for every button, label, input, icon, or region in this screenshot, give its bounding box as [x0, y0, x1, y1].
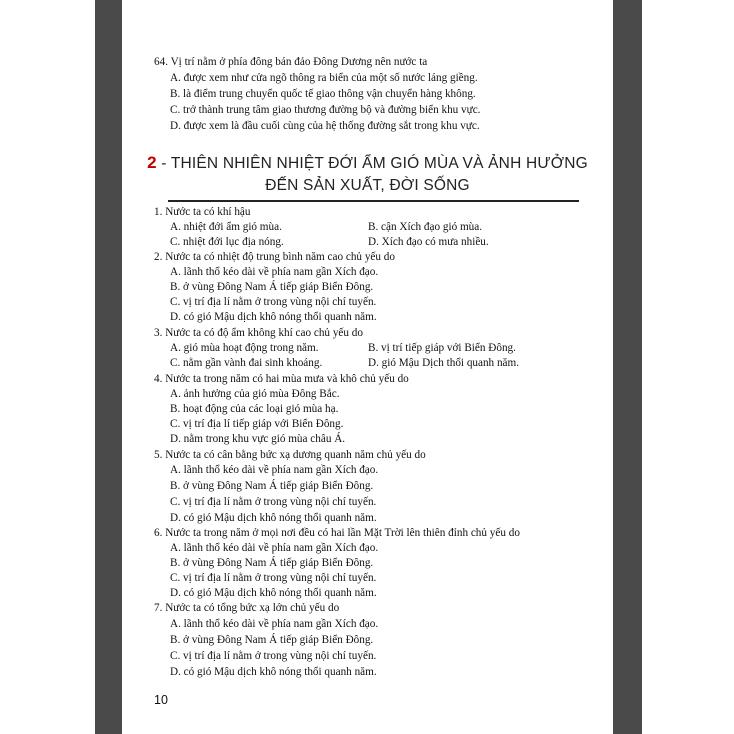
section-title-line-2: ĐẾN SẢN XUẤT, ĐỜI SỐNG: [265, 177, 470, 194]
question-6-option-a: A. lãnh thổ kéo dài về phía nam gần Xích đạo.: [170, 542, 379, 554]
question-7-option-a: A. lãnh thổ kéo dài về phía nam gần Xích đạo.: [170, 618, 379, 630]
question-3-stem: 3. Nước ta có độ ẩm không khí cao chủ yếu do: [154, 327, 363, 339]
question-6-option-b: B. ở vùng Đông Nam Á tiếp giáp Biển Đông.: [170, 557, 374, 569]
question-2-option-d: D. có gió Mậu dịch khô nóng thổi quanh năm.: [170, 311, 377, 323]
question-2-option-c: C. vị trí địa lí nằm ở trong vùng nội chí tuyến.: [170, 296, 377, 308]
question-1-stem: 1. Nước ta có khí hậu: [154, 206, 251, 218]
question-3-option-a: A. gió mùa hoạt động trong năm.: [170, 342, 319, 354]
question-64-option-b: B. là điểm trung chuyển quốc tế giao thông vận chuyển hàng không.: [170, 88, 476, 100]
question-2-option-b: B. ở vùng Đông Nam Á tiếp giáp Biển Đông.: [170, 281, 374, 293]
question-2-option-a: A. lãnh thổ kéo dài về phía nam gần Xích đạo.: [170, 266, 379, 278]
question-1-option-a: A. nhiệt đới ẩm gió mùa.: [170, 221, 282, 233]
section-title-text: - THIÊN NHIÊN NHIỆT ĐỚI ẨM GIÓ MÙA VÀ ẢNH HƯỞNG: [156, 155, 588, 172]
section-number: 2: [147, 153, 157, 172]
question-6-option-c: C. vị trí địa lí nằm ở trong vùng nội chí tuyến.: [170, 572, 377, 584]
question-3-option-b: B. vị trí tiếp giáp với Biển Đông.: [368, 342, 516, 354]
question-4-option-b: B. hoạt động của các loại gió mùa hạ.: [170, 403, 339, 415]
book-page: [122, 0, 613, 734]
question-4-option-a: A. ảnh hưởng của gió mùa Đông Bắc.: [170, 388, 340, 400]
question-7-option-b: B. ở vùng Đông Nam Á tiếp giáp Biển Đông.: [170, 634, 374, 646]
question-7-option-c: C. vị trí địa lí nằm ở trong vùng nội chí tuyến.: [170, 650, 377, 662]
question-4-stem: 4. Nước ta trong năm có hai mùa mưa và khô chủ yếu do: [154, 373, 409, 385]
question-64-option-c: C. trở thành trung tâm giao thương đường bộ và đường biển khu vực.: [170, 104, 481, 116]
question-5-option-a: A. lãnh thổ kéo dài về phía nam gần Xích đạo.: [170, 464, 379, 476]
question-5-stem: 5. Nước ta có cân bằng bức xạ dương quanh năm chủ yếu do: [154, 449, 426, 461]
section-divider: [168, 200, 579, 202]
question-4-option-d: D. nằm trong khu vực gió mùa châu Á.: [170, 433, 346, 445]
section-title-line-1: [122, 153, 613, 174]
question-3-option-c: C. nằm gần vành đai sinh khoáng.: [170, 357, 323, 369]
question-1-option-c: C. nhiệt đới lục địa nóng.: [170, 236, 284, 248]
question-5-option-c: C. vị trí địa lí nằm ở trong vùng nội chí tuyến.: [170, 496, 377, 508]
question-3-option-d: D. gió Mậu Dịch thổi quanh năm.: [368, 357, 520, 369]
question-2-stem: 2. Nước ta có nhiệt độ trung bình năm cao chủ yếu do: [154, 251, 395, 263]
question-6-stem: 6. Nước ta trong năm ở mọi nơi đều có hai lần Mặt Trời lên thiên đỉnh chủ yếu do: [154, 527, 520, 539]
question-6-option-d: D. có gió Mậu dịch khô nóng thổi quanh năm.: [170, 587, 377, 599]
question-7-stem: 7. Nước ta có tổng bức xạ lớn chủ yếu do: [154, 602, 340, 614]
question-64-stem: 64. Vị trí nằm ở phía đông bán đảo Đông Dương nên nước ta: [154, 56, 428, 68]
question-64-option-d: D. được xem là đầu cuối cùng của hệ thống đường sắt trong khu vực.: [170, 120, 480, 132]
page-number: 10: [154, 693, 168, 707]
question-5-option-d: D. có gió Mậu dịch khô nóng thổi quanh năm.: [170, 512, 377, 524]
question-1-option-b: B. cận Xích đạo gió mùa.: [368, 221, 483, 233]
question-4-option-c: C. vị trí địa lí tiếp giáp với Biển Đông.: [170, 418, 344, 430]
question-5-option-b: B. ở vùng Đông Nam Á tiếp giáp Biển Đông.: [170, 480, 374, 492]
question-1-option-d: D. Xích đạo có mưa nhiều.: [368, 236, 489, 248]
question-7-option-d: D. có gió Mậu dịch khô nóng thổi quanh năm.: [170, 666, 377, 678]
question-64-option-a: A. được xem như cửa ngõ thông ra biển của một số nước láng giềng.: [170, 72, 478, 84]
